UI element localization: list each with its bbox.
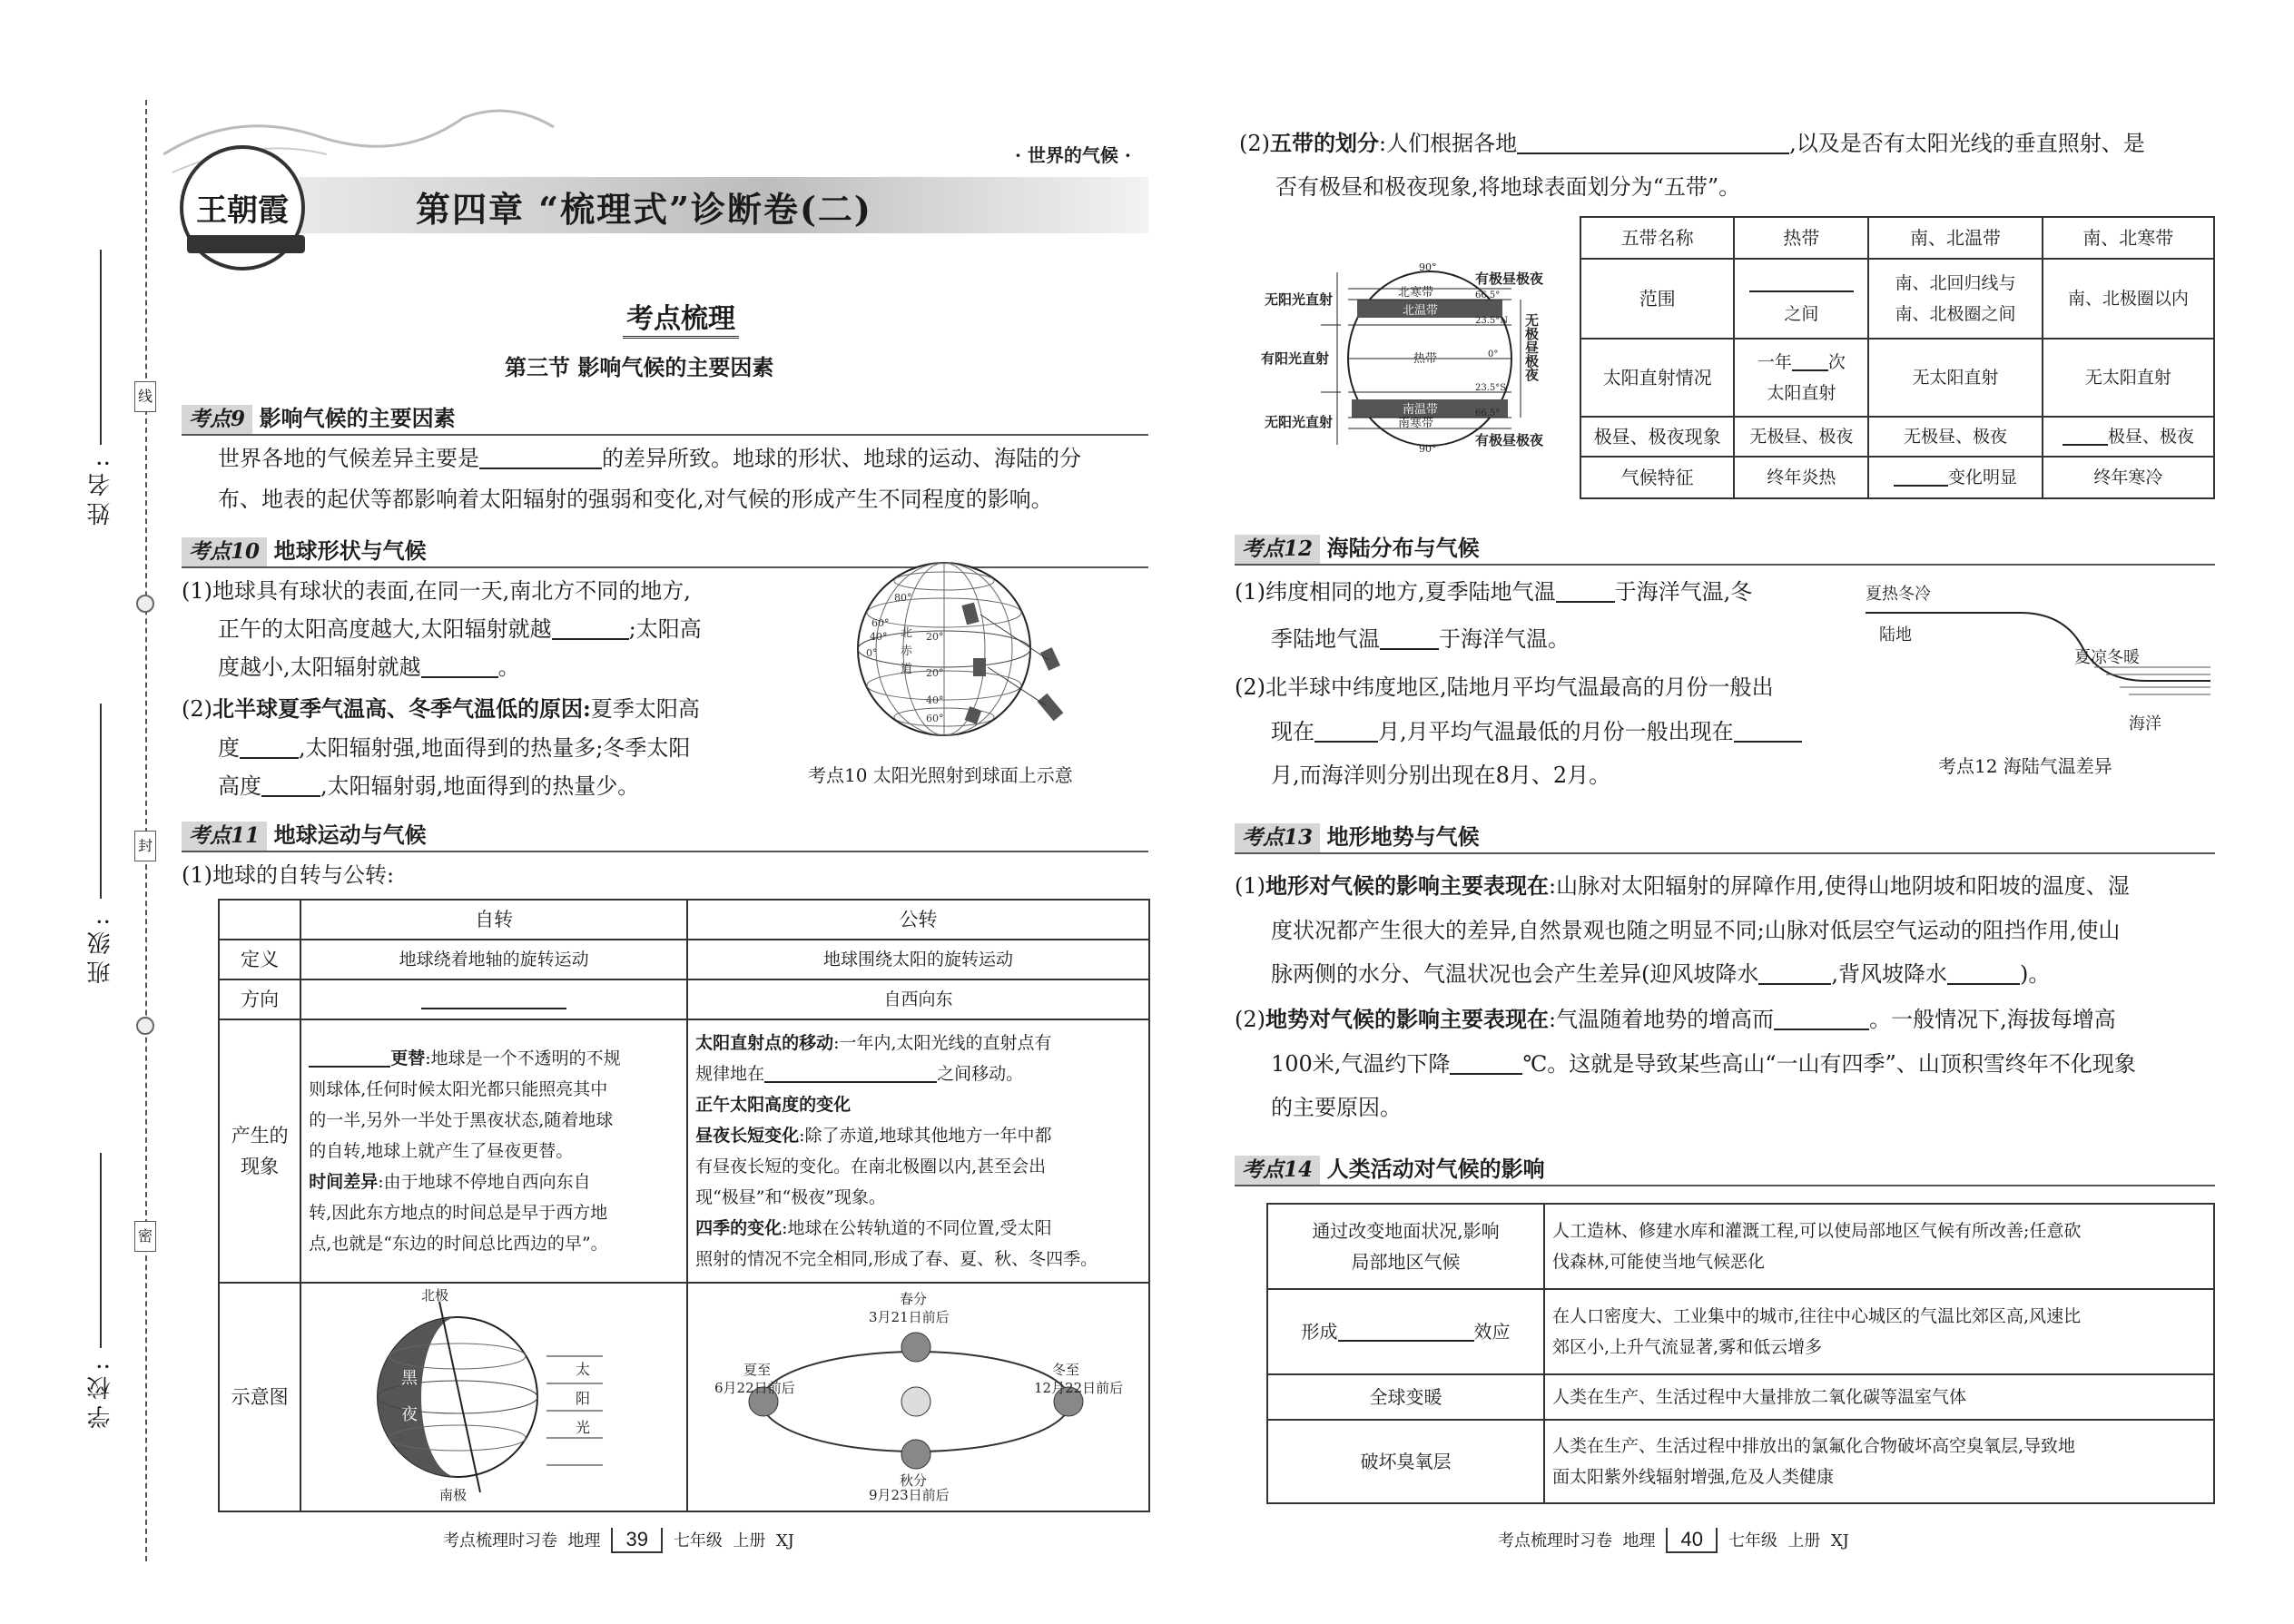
kd11-intro: (1)地球的自转与公转: [182, 862, 395, 888]
kd14-tag: 考点14 [1235, 1156, 1320, 1185]
kd9-line1: 世界各地的气候差异主要是 的差异所致。地球的形状、地球的运动、海陆的分 [218, 446, 1081, 471]
sun-label-2: 阳 [576, 1390, 591, 1407]
section-subheading: 第三节 影响气候的主要因素 [505, 354, 774, 380]
zone-label: 热带 [1413, 352, 1438, 366]
seal-mark-line: 线 [134, 381, 156, 412]
zone-label: 无阳光直射 [1265, 291, 1334, 308]
zone-label: 无阳光直射 [1265, 414, 1334, 430]
fig-land-temp: 夏热冬冷 [1866, 585, 1931, 604]
polar-blank[interactable] [2063, 422, 2108, 446]
land-sea-figure [1856, 576, 2220, 740]
lat-label: 66.5° [1475, 408, 1501, 418]
earth-rotation-diagram [303, 1284, 684, 1501]
direct-point-blank[interactable] [764, 1059, 937, 1083]
school-label: 学校: [87, 1357, 114, 1429]
brand-name: 王朝霞 [196, 192, 289, 229]
class-label: 班级: [87, 912, 114, 984]
binding-hole-icon [136, 1017, 154, 1035]
globe-sunlight-figure [844, 549, 1098, 753]
kd9-blank-1[interactable] [479, 446, 602, 469]
orbit-label: 9月23日前后 [869, 1487, 950, 1501]
lat-label: 66.5° [1475, 290, 1501, 300]
kd12-tag: 考点12 [1235, 535, 1320, 564]
kd12-blank-4[interactable] [1734, 719, 1802, 743]
kd13-line4: (2)地势对气候的影响主要表现在:气温随着地势的增高而 。一般情况下,海拔每增高 [1235, 1006, 2116, 1032]
name-blank[interactable] [100, 250, 102, 445]
kd11-tag: 考点11 [182, 822, 267, 851]
binding-hole-icon [136, 595, 154, 613]
kd12-line1: (1)纬度相同的地方,夏季陆地气温 于海洋气温,冬 [1235, 579, 1753, 605]
orbit-label: 春分 [900, 1291, 928, 1307]
kd10-blank-4[interactable] [261, 773, 320, 797]
kd9-line2: 布、地表的起伏等都影响着太阳辐射的强弱和变化,对气候的形成产生不同程度的影响。 [218, 487, 1053, 512]
zone-label: 有极昼极夜 [1475, 432, 1544, 448]
zones-intro-2: 否有极昼和极夜现象,将地球表面划分为“五带”。 [1275, 174, 1741, 200]
kd9-header [182, 400, 1148, 436]
class-blank[interactable] [100, 704, 102, 899]
fig-sea-temp: 夏凉冬暖 [2074, 648, 2140, 667]
kd10-title: 地球形状与气候 [273, 537, 427, 564]
zone-label: 北温带 [1403, 304, 1439, 318]
kd12-title: 海陆分布与气候 [1326, 535, 1480, 561]
lat-label: 23.5°N [1475, 316, 1509, 326]
name-label: 姓名: [87, 454, 114, 526]
zone-label: 有阳光直射 [1261, 350, 1330, 367]
kd10-line5: 度 ,太阳辐射强,地面得到的热量多;冬季太阳 [218, 735, 691, 761]
kd13-header [1235, 819, 2215, 854]
globe-label: 道 [901, 663, 913, 676]
kd13-line6: 的主要原因。 [1271, 1095, 1402, 1120]
zones-intro-1: (2)五带的划分:人们根据各地 ,以及是否有太阳光线的垂直照射、是 [1239, 130, 2145, 156]
footer-left: 考点梳理时习卷 地理 39 七年级 上册 XJ [443, 1528, 794, 1553]
kd12-line2: 季陆地气温 于海洋气温。 [1271, 626, 1570, 652]
earth-orbit-diagram [689, 1284, 1147, 1501]
kd10-line2: 正午的太阳高度越大,太阳辐射就越 ;太阳高 [218, 616, 702, 642]
zone-label-mid: 无极昼极夜 [1523, 313, 1540, 381]
rotation-direction-blank[interactable] [421, 986, 566, 1009]
kd13-blank-1[interactable] [1758, 961, 1831, 985]
kd13-blank-3[interactable] [1774, 1007, 1869, 1030]
th-revolution: 公转 [687, 900, 1149, 940]
kd12-line4: 现在 月,月平均气温最低的月份一般出现在 [1271, 710, 1802, 753]
kd10-blank-2[interactable] [421, 655, 498, 678]
kd10-line1: (1)地球具有球状的表面,在同一天,南北方不同的地方, [182, 578, 691, 604]
section-heading: 考点梳理 [623, 296, 739, 339]
kd12-line5: 月,而海洋则分别出现在8月、2月。 [1271, 763, 1611, 788]
five-zones-table: 五带名称 热带 南、北温带 南、北寒带 范围 之间 南、北回归线与 南、北极圈之间 南、北极圈以内 太阳直射情况 一年 次 太阳直射 无太阳直射 无太阳直射 极昼、极夜现象 无极昼、极夜 无极昼、极夜 极昼、极夜 气候特征 终年炎热 变化明显 终年寒冷 [1580, 216, 2215, 499]
sun-label-3: 光 [576, 1419, 591, 1436]
row-diagram: 示意图 [219, 1283, 300, 1511]
row-definition: 定义 [219, 940, 300, 979]
section-tag: · 世界的气候 · [1015, 144, 1131, 166]
kd13-blank-4[interactable] [1450, 1051, 1522, 1075]
urban-effect-blank[interactable] [1338, 1318, 1474, 1342]
zones-blank-1[interactable] [1517, 131, 1789, 154]
rotation-phenomenon-blank[interactable] [309, 1044, 390, 1068]
zone-label: 有极昼极夜 [1475, 271, 1544, 287]
brand-logo [180, 145, 305, 271]
earth-label-north: 北极 [421, 1287, 449, 1304]
earth-label-night2: 夜 [401, 1405, 418, 1424]
kd13-tag: 考点13 [1235, 823, 1320, 852]
lat-label: 23.5°S [1475, 383, 1507, 393]
kd10-blank-1[interactable] [552, 616, 629, 640]
fig-sea: 海洋 [2129, 714, 2161, 733]
globe-label: 80° [894, 592, 912, 604]
kd13-blank-2[interactable] [1947, 961, 2020, 985]
human-activity-table: 通过改变地面状况,影响 局部地区气候 人工造林、修建水库和灌溉工程,可以使局部地区气候有所改善;任意砍 伐森林,可能使当地气候恶化 形成 效应 在人口密度大、工业集中的城市,往往中心城区的气温比郊区高,风速比 郊区小,上升气流显著,雾和低云增多 全球变暖 人类在生产、生活过程中大量排放二氧化碳等温室气体 破坏臭氧层 人类在生产、生活过程中排放出的氯氟化合物破坏高空臭氧层,导致地 面太阳紫外线辐射增强,危及人类健康 [1266, 1203, 2215, 1504]
globe-label: 20° [926, 631, 944, 643]
globe-label: 40° [870, 631, 888, 643]
th-rotation: 自转 [300, 900, 687, 940]
orbit-label: 6月22日前后 [714, 1380, 795, 1396]
row-direction: 方向 [219, 979, 300, 1019]
fig-land: 陆地 [1879, 625, 1912, 645]
kd13-line3: 脉两侧的水分、气温状况也会产生差异(迎风坡降水 ,背风坡降水 )。 [1271, 961, 2051, 987]
kd13-line2: 度状况都产生很大的差异,自然景观也随之明显不同;山脉对低层空气运动的阻挡作用,使山 [1271, 918, 2121, 943]
kd10-tag: 考点10 [182, 537, 267, 566]
orbit-label: 秋分 [900, 1472, 928, 1489]
orbit-label: 12月22日前后 [1034, 1380, 1124, 1396]
lat-label: 0° [1488, 349, 1499, 359]
zone-label: 北寒带 [1398, 286, 1434, 300]
sun-label-1: 太 [576, 1361, 591, 1378]
school-blank[interactable] [100, 1153, 102, 1348]
orbit-label: 冬至 [1052, 1362, 1080, 1378]
globe-label: 0° [866, 647, 878, 659]
row-phenomena: 产生的 现象 [219, 1019, 300, 1283]
globe-label: 60° [926, 713, 944, 724]
kd13-line5: 100米,气温约下降 ℃。这就是导致某些高山“一山有四季”、山顶积雪终年不化现象 [1271, 1051, 2136, 1077]
orbit-label: 3月21日前后 [869, 1309, 950, 1325]
page-number-left: 39 [611, 1528, 662, 1553]
kd13-line1: (1)地形对气候的影响主要表现在:山脉对太阳辐射的屏障作用,使得山地阴坡和阳坡的温度、湿 [1235, 872, 2130, 899]
five-zones-diagram [1257, 263, 1575, 454]
rotation-revolution-table: 自转 公转 定义 地球绕着地轴的旋转运动 地球围绕太阳的旋转运动 方向 自西向东 产生的 现象 更替:地球是一个不透明的不规 则球体,任何时候太阳光都只能照亮其中 的一半,另外一半处于黑夜状态,随着地球 的自转,地球上就产生了昼夜更替。 时间差异:由于地球不停地自西向东自 转,因此东方地点的时间总是早于西方地 点,也就是“东边的时间总比西边的早”。 太阳直射点的移动:一年内,太阳光线的直射点有 规律地在 之间移动。 正午太阳高度的变化 昼夜长短变化:除了赤道,地球其他地方一年中都 有昼夜长短的变化。在南北极圈以内,甚至会出 现“极昼”和“极夜”现象。 四季的变化:地球在公转轨道的不同位置,受太阳 照射的情况不完全相同,形成了春、夏、秋、冬四季。 示意图 北极 南极 黑 夜 太 阳 光 春分 3月21日前后 夏至 6月22日前后 冬至 12月22日前后 秋分 9月23日前后 [218, 899, 1150, 1512]
kd12-blank-3[interactable] [1314, 719, 1378, 743]
orbit-label: 夏至 [743, 1362, 772, 1378]
zone-label: 南寒带 [1398, 417, 1434, 430]
kd12-line3: (2)北半球中纬度地区,陆地月平均气温最高的月份一般出 [1235, 674, 1774, 700]
kd13-title: 地形地势与气候 [1326, 823, 1480, 850]
globe-label: 40° [926, 694, 944, 706]
kd11-title: 地球运动与气候 [273, 822, 427, 848]
kd12-caption: 考点12 海陆气温差异 [1938, 755, 2112, 777]
chapter-title: 第四章 “梳理式”诊断卷(二) [416, 189, 872, 230]
globe-label: 北 [901, 626, 913, 640]
seal-mark-seal: 封 [134, 831, 156, 861]
footer-right: 考点梳理时习卷 地理 40 七年级 上册 XJ [1498, 1528, 1849, 1553]
kd10-blank-3[interactable] [240, 735, 299, 759]
kd10-line4: (2)北半球夏季气温高、冬季气温低的原因:夏季太阳高 [182, 695, 700, 722]
direct-times-blank[interactable] [1792, 348, 1828, 371]
kd9-tag: 考点9 [182, 405, 252, 434]
kd9-title: 影响气候的主要因素 [259, 405, 456, 431]
kd10-line6: 高度 ,太阳辐射弱,地面得到的热量少。 [218, 773, 640, 799]
globe-label: 60° [871, 617, 890, 629]
earth-label-south: 南极 [439, 1487, 468, 1501]
globe-label: 20° [926, 667, 944, 679]
zone-label: 南温带 [1403, 403, 1439, 417]
kd12-blank-1[interactable] [1556, 579, 1615, 603]
kd12-header [1235, 530, 2215, 566]
globe-label: 赤 [901, 645, 913, 658]
page-number-right: 40 [1666, 1528, 1717, 1553]
kd14-title: 人类活动对气候的影响 [1326, 1156, 1545, 1182]
kd11-header [182, 817, 1148, 852]
lat-label: 90° [1419, 263, 1437, 273]
earth-label-night1: 黑 [401, 1369, 418, 1388]
kd12-blank-2[interactable] [1380, 626, 1439, 650]
kd14-header [1235, 1151, 2215, 1186]
kd10-caption: 考点10 太阳光照射到球面上示意 [808, 764, 1073, 786]
brand-ribbon [187, 235, 305, 253]
temperate-climate-blank[interactable] [1894, 463, 1948, 487]
seal-mark-dense: 密 [134, 1221, 156, 1252]
kd10-line3: 度越小,太阳辐射就越 。 [218, 655, 520, 680]
lat-label: 90° [1419, 443, 1437, 454]
tropic-range-blank[interactable] [1749, 269, 1854, 292]
